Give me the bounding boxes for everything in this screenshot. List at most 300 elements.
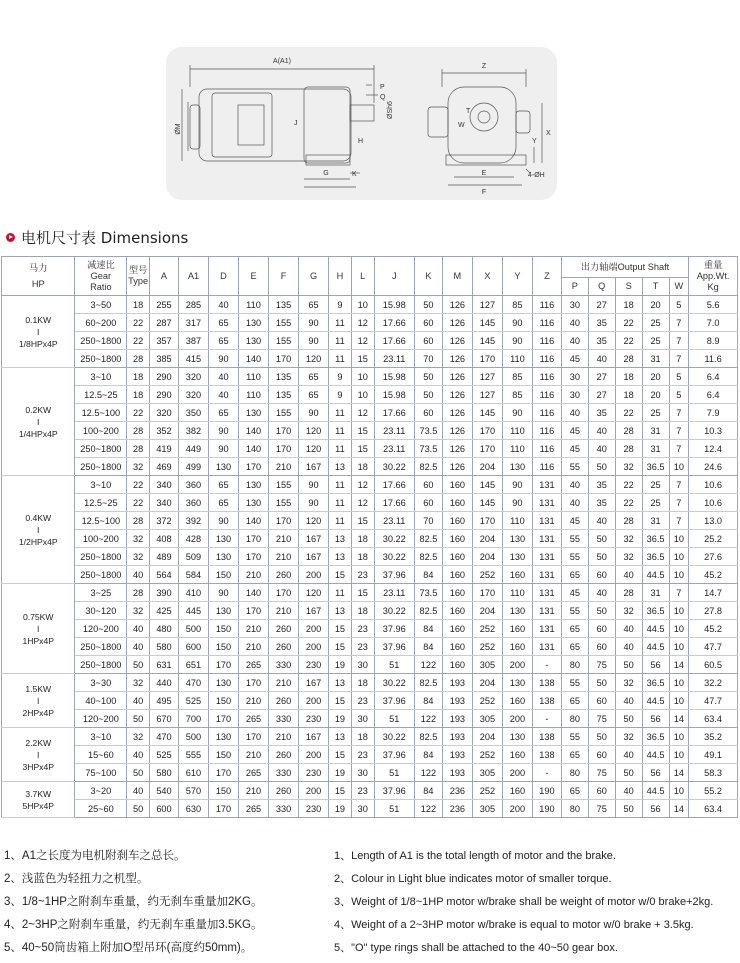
value-cell: 170 bbox=[472, 422, 502, 440]
value-cell: 30.22 bbox=[374, 728, 414, 746]
value-cell: 50 bbox=[615, 656, 642, 674]
label-phi-m: ØM bbox=[175, 123, 182, 135]
value-cell: 200 bbox=[502, 656, 532, 674]
value-cell: 50 bbox=[414, 386, 442, 404]
label-k: K bbox=[352, 171, 357, 178]
value-cell: 13 bbox=[329, 548, 352, 566]
value-cell: 160 bbox=[442, 620, 472, 638]
value-cell: 126 bbox=[442, 422, 472, 440]
note-en: 4、Weight of a 2~3HP motor w/brake is equal to motor w/0 brake + 3.5kg. bbox=[334, 919, 694, 931]
value-cell: 110 bbox=[502, 440, 532, 458]
value-cell: 80 bbox=[561, 656, 588, 674]
motor-group bbox=[2, 476, 738, 584]
value-cell: 155 bbox=[269, 332, 299, 350]
value-cell: 22 bbox=[615, 476, 642, 494]
header-type: 型号 Type bbox=[127, 257, 150, 296]
value-cell: 35 bbox=[588, 476, 615, 494]
value-cell: 50 bbox=[615, 764, 642, 782]
value-cell: 10.6 bbox=[689, 494, 738, 512]
value-cell: 40 bbox=[615, 638, 642, 656]
value-cell: 200 bbox=[299, 566, 329, 584]
value-cell: 7 bbox=[669, 476, 689, 494]
value-cell: 126 bbox=[442, 440, 472, 458]
value-cell: 40 bbox=[127, 692, 150, 710]
value-cell: 40 bbox=[615, 566, 642, 584]
value-cell: 130 bbox=[502, 602, 532, 620]
value-cell: 130 bbox=[502, 530, 532, 548]
value-cell: 51 bbox=[374, 800, 414, 818]
motor-group bbox=[2, 782, 738, 818]
value-cell: 193 bbox=[442, 728, 472, 746]
value-cell: 170 bbox=[239, 674, 269, 692]
value-cell: 32 bbox=[615, 530, 642, 548]
value-cell: 44.5 bbox=[642, 692, 669, 710]
value-cell: 90 bbox=[208, 584, 238, 602]
value-cell: 160 bbox=[502, 620, 532, 638]
table-row bbox=[2, 386, 738, 404]
value-cell: 44.5 bbox=[642, 746, 669, 764]
label-phi-s: ØSh6 bbox=[387, 101, 394, 119]
value-cell: 25.2 bbox=[689, 530, 738, 548]
value-cell: 193 bbox=[442, 746, 472, 764]
value-cell: 18 bbox=[127, 368, 150, 386]
value-cell: 65 bbox=[561, 782, 588, 800]
value-cell: 50 bbox=[615, 710, 642, 728]
value-cell: 200 bbox=[299, 638, 329, 656]
value-cell: 18 bbox=[127, 386, 150, 404]
value-cell: 210 bbox=[239, 692, 269, 710]
value-cell: 84 bbox=[414, 620, 442, 638]
value-cell: 17.66 bbox=[374, 494, 414, 512]
hp-line: I bbox=[37, 623, 40, 634]
value-cell: 140 bbox=[239, 422, 269, 440]
value-cell: 23.11 bbox=[374, 440, 414, 458]
value-cell: 45 bbox=[561, 422, 588, 440]
value-cell: 440 bbox=[150, 674, 179, 692]
value-cell: 11 bbox=[329, 584, 352, 602]
value-cell: 110 bbox=[502, 512, 532, 530]
value-cell: 11 bbox=[329, 350, 352, 368]
value-cell: 36.5 bbox=[642, 728, 669, 746]
header-shaft-col: P bbox=[561, 278, 588, 296]
hp-cell bbox=[2, 476, 75, 584]
ratio-cell: 15~60 bbox=[75, 746, 127, 764]
header-col: X bbox=[472, 257, 502, 296]
value-cell: 90 bbox=[299, 476, 329, 494]
value-cell: 32 bbox=[615, 674, 642, 692]
value-cell: 20 bbox=[642, 368, 669, 386]
note-en: 1、Length of A1 is the total length of motor and the brake. bbox=[334, 850, 616, 862]
value-cell: 63.4 bbox=[689, 710, 738, 728]
value-cell: 84 bbox=[414, 692, 442, 710]
value-cell: 580 bbox=[150, 638, 179, 656]
value-cell: 260 bbox=[269, 566, 299, 584]
value-cell: 51 bbox=[374, 656, 414, 674]
value-cell: 20 bbox=[642, 296, 669, 314]
value-cell: 145 bbox=[472, 332, 502, 350]
value-cell: 122 bbox=[414, 800, 442, 818]
value-cell: 28 bbox=[615, 350, 642, 368]
value-cell: 10 bbox=[669, 746, 689, 764]
value-cell: 120 bbox=[299, 440, 329, 458]
value-cell: 65 bbox=[299, 296, 329, 314]
value-cell: 30 bbox=[561, 386, 588, 404]
value-cell: 27 bbox=[588, 368, 615, 386]
ratio-cell: 120~200 bbox=[75, 710, 127, 728]
value-cell: 170 bbox=[239, 548, 269, 566]
value-cell: 372 bbox=[150, 512, 179, 530]
table-row bbox=[2, 476, 738, 494]
value-cell: 130 bbox=[239, 494, 269, 512]
value-cell: 56 bbox=[642, 764, 669, 782]
value-cell: 23.11 bbox=[374, 350, 414, 368]
value-cell: 130 bbox=[239, 476, 269, 494]
value-cell: 116 bbox=[532, 404, 561, 422]
value-cell: 116 bbox=[532, 422, 561, 440]
value-cell: 10.3 bbox=[689, 422, 738, 440]
value-cell: 193 bbox=[442, 692, 472, 710]
value-cell: 40 bbox=[561, 404, 588, 422]
value-cell: 415 bbox=[178, 350, 208, 368]
value-cell: 28 bbox=[615, 440, 642, 458]
value-cell: 45 bbox=[561, 440, 588, 458]
label-w: W bbox=[458, 122, 465, 129]
value-cell: 44.5 bbox=[642, 620, 669, 638]
value-cell: 131 bbox=[532, 584, 561, 602]
value-cell: 31 bbox=[642, 350, 669, 368]
value-cell: 170 bbox=[269, 512, 299, 530]
value-cell: 10 bbox=[351, 368, 374, 386]
value-cell: 150 bbox=[208, 566, 238, 584]
value-cell: 204 bbox=[472, 602, 502, 620]
value-cell: 11.6 bbox=[689, 350, 738, 368]
ratio-cell: 25~60 bbox=[75, 800, 127, 818]
value-cell: 260 bbox=[269, 638, 299, 656]
value-cell: 600 bbox=[178, 638, 208, 656]
value-cell: 10 bbox=[669, 638, 689, 656]
value-cell: 160 bbox=[442, 602, 472, 620]
ratio-cell: 3~25 bbox=[75, 584, 127, 602]
value-cell: 7 bbox=[669, 350, 689, 368]
value-cell: 489 bbox=[150, 548, 179, 566]
value-cell: 80 bbox=[561, 710, 588, 728]
table-row bbox=[2, 422, 738, 440]
value-cell: 51 bbox=[374, 710, 414, 728]
value-cell: 500 bbox=[178, 620, 208, 638]
value-cell: 330 bbox=[269, 800, 299, 818]
hp-line: 1HPx4P bbox=[22, 635, 54, 646]
value-cell: 55 bbox=[561, 458, 588, 476]
value-cell: 10 bbox=[669, 674, 689, 692]
value-cell: 47.7 bbox=[689, 638, 738, 656]
value-cell: 110 bbox=[239, 368, 269, 386]
value-cell: 28 bbox=[615, 584, 642, 602]
value-cell: 30 bbox=[561, 368, 588, 386]
value-cell: 6.4 bbox=[689, 368, 738, 386]
value-cell: 190 bbox=[532, 800, 561, 818]
hp-line: 0.2KW bbox=[25, 404, 52, 415]
value-cell: 40 bbox=[588, 350, 615, 368]
value-cell: 73.5 bbox=[414, 584, 442, 602]
value-cell: 122 bbox=[414, 710, 442, 728]
value-cell: 90 bbox=[502, 494, 532, 512]
ratio-cell: 100~200 bbox=[75, 530, 127, 548]
hp-line: 3.7KW bbox=[25, 788, 52, 799]
hp-line: 1/4HPx4P bbox=[18, 428, 58, 439]
value-cell: 50 bbox=[588, 458, 615, 476]
value-cell: 60 bbox=[588, 746, 615, 764]
value-cell: 10.6 bbox=[689, 476, 738, 494]
label-h: H bbox=[358, 138, 364, 145]
value-cell: 60 bbox=[414, 476, 442, 494]
value-cell: 7 bbox=[669, 512, 689, 530]
value-cell: 135 bbox=[269, 296, 299, 314]
value-cell: 40 bbox=[127, 746, 150, 764]
value-cell: 167 bbox=[299, 602, 329, 620]
value-cell: 385 bbox=[150, 350, 179, 368]
value-cell: 170 bbox=[208, 764, 238, 782]
hp-line: 3HPx4P bbox=[22, 761, 54, 772]
value-cell: 36.5 bbox=[642, 548, 669, 566]
value-cell: 30 bbox=[351, 764, 374, 782]
value-cell: 22 bbox=[127, 314, 150, 332]
value-cell: 45 bbox=[561, 584, 588, 602]
value-cell: 252 bbox=[472, 620, 502, 638]
value-cell: 18 bbox=[615, 296, 642, 314]
value-cell: 82.5 bbox=[414, 458, 442, 476]
table-header bbox=[2, 257, 738, 296]
value-cell: 15 bbox=[329, 692, 352, 710]
value-cell: 15.98 bbox=[374, 368, 414, 386]
value-cell: 317 bbox=[178, 314, 208, 332]
value-cell: 131 bbox=[532, 512, 561, 530]
value-cell: 82.5 bbox=[414, 548, 442, 566]
table-row bbox=[2, 458, 738, 476]
value-cell: 18 bbox=[351, 674, 374, 692]
header-col: A bbox=[150, 257, 179, 296]
value-cell: 210 bbox=[239, 746, 269, 764]
hp-line: 5HPx4P bbox=[22, 800, 54, 811]
dimension-drawing bbox=[166, 47, 557, 200]
label-z: Z bbox=[481, 63, 487, 70]
hp-line: 0.75KW bbox=[22, 611, 54, 622]
header-col: L bbox=[351, 257, 374, 296]
value-cell: 45.2 bbox=[689, 620, 738, 638]
value-cell: 145 bbox=[472, 314, 502, 332]
value-cell: 160 bbox=[442, 530, 472, 548]
value-cell: 65 bbox=[561, 620, 588, 638]
value-cell: 110 bbox=[502, 422, 532, 440]
hp-line: I bbox=[37, 749, 40, 760]
value-cell: 236 bbox=[442, 782, 472, 800]
value-cell: 230 bbox=[299, 764, 329, 782]
value-cell: 20 bbox=[642, 386, 669, 404]
value-cell: 25 bbox=[642, 314, 669, 332]
value-cell: 15.98 bbox=[374, 386, 414, 404]
value-cell: 8.9 bbox=[689, 332, 738, 350]
header-shaft-col: S bbox=[615, 278, 642, 296]
note-cn: 3、1/8~1HP之附刹车重量，约无刹车重量加2KG。 bbox=[4, 896, 263, 908]
value-cell: 122 bbox=[414, 656, 442, 674]
value-cell: 90 bbox=[502, 404, 532, 422]
value-cell: 32 bbox=[127, 548, 150, 566]
value-cell: 150 bbox=[208, 692, 238, 710]
value-cell: 126 bbox=[442, 458, 472, 476]
value-cell: 30 bbox=[351, 800, 374, 818]
value-cell: 10 bbox=[669, 620, 689, 638]
motor-group bbox=[2, 368, 738, 476]
value-cell: 32 bbox=[615, 548, 642, 566]
ratio-cell: 12.5~100 bbox=[75, 512, 127, 530]
value-cell: 130 bbox=[208, 728, 238, 746]
value-cell: 260 bbox=[269, 620, 299, 638]
value-cell: 15 bbox=[329, 620, 352, 638]
value-cell: 150 bbox=[208, 746, 238, 764]
value-cell: 116 bbox=[532, 440, 561, 458]
value-cell: 230 bbox=[299, 800, 329, 818]
value-cell: 160 bbox=[442, 656, 472, 674]
section-heading bbox=[6, 226, 188, 248]
value-cell: 40 bbox=[208, 368, 238, 386]
value-cell: 10 bbox=[351, 386, 374, 404]
value-cell: - bbox=[532, 764, 561, 782]
value-cell: 160 bbox=[502, 566, 532, 584]
hp-line: 0.1KW bbox=[25, 314, 52, 325]
table-row bbox=[2, 692, 738, 710]
header-col: F bbox=[269, 257, 299, 296]
value-cell: 25 bbox=[642, 404, 669, 422]
value-cell: 252 bbox=[472, 746, 502, 764]
value-cell: 170 bbox=[472, 440, 502, 458]
value-cell: 480 bbox=[150, 620, 179, 638]
value-cell: 32 bbox=[127, 674, 150, 692]
value-cell: 170 bbox=[208, 710, 238, 728]
value-cell: 40 bbox=[127, 782, 150, 800]
value-cell: 60 bbox=[588, 620, 615, 638]
label-f: F bbox=[481, 189, 487, 196]
value-cell: 127 bbox=[472, 368, 502, 386]
value-cell: 210 bbox=[239, 566, 269, 584]
value-cell: 130 bbox=[502, 674, 532, 692]
value-cell: 17.66 bbox=[374, 332, 414, 350]
value-cell: 170 bbox=[269, 440, 299, 458]
hp-line: I bbox=[37, 695, 40, 706]
value-cell: 252 bbox=[472, 566, 502, 584]
value-cell: 55 bbox=[561, 674, 588, 692]
value-cell: 90 bbox=[502, 476, 532, 494]
label-four-phi-h: 4-ØH bbox=[528, 172, 545, 179]
value-cell: 126 bbox=[442, 350, 472, 368]
value-cell: 55 bbox=[561, 728, 588, 746]
value-cell: 22 bbox=[615, 404, 642, 422]
value-cell: 40 bbox=[127, 620, 150, 638]
value-cell: 555 bbox=[178, 746, 208, 764]
value-cell: 236 bbox=[442, 800, 472, 818]
ratio-cell: 3~50 bbox=[75, 296, 127, 314]
ratio-cell: 120~200 bbox=[75, 620, 127, 638]
value-cell: 160 bbox=[442, 512, 472, 530]
value-cell: - bbox=[532, 656, 561, 674]
value-cell: 10 bbox=[669, 782, 689, 800]
value-cell: 60.5 bbox=[689, 656, 738, 674]
value-cell: 10 bbox=[669, 728, 689, 746]
value-cell: 357 bbox=[150, 332, 179, 350]
ratio-cell: 75~100 bbox=[75, 764, 127, 782]
value-cell: 116 bbox=[532, 458, 561, 476]
table-row bbox=[2, 296, 738, 314]
value-cell: 350 bbox=[178, 404, 208, 422]
value-cell: 285 bbox=[178, 296, 208, 314]
value-cell: 11 bbox=[329, 440, 352, 458]
value-cell: 23 bbox=[351, 638, 374, 656]
value-cell: 140 bbox=[239, 440, 269, 458]
table-row bbox=[2, 314, 738, 332]
value-cell: 37.96 bbox=[374, 692, 414, 710]
value-cell: 252 bbox=[472, 782, 502, 800]
value-cell: 138 bbox=[532, 674, 561, 692]
value-cell: 19 bbox=[329, 800, 352, 818]
value-cell: 18 bbox=[351, 530, 374, 548]
value-cell: 80 bbox=[561, 800, 588, 818]
value-cell: 55 bbox=[561, 602, 588, 620]
value-cell: 305 bbox=[472, 764, 502, 782]
ratio-cell: 250~1800 bbox=[75, 350, 127, 368]
value-cell: 150 bbox=[208, 620, 238, 638]
value-cell: 90 bbox=[208, 512, 238, 530]
value-cell: 82.5 bbox=[414, 674, 442, 692]
value-cell: 60 bbox=[588, 566, 615, 584]
value-cell: 90 bbox=[208, 350, 238, 368]
value-cell: 56 bbox=[642, 710, 669, 728]
ratio-cell: 3~30 bbox=[75, 674, 127, 692]
value-cell: 60 bbox=[414, 332, 442, 350]
note-cn: 5、40~50筒齿箱上附加O型吊环(高度约50mm)。 bbox=[4, 942, 253, 954]
header-col: M bbox=[442, 257, 472, 296]
value-cell: 265 bbox=[239, 800, 269, 818]
value-cell: 630 bbox=[178, 800, 208, 818]
value-cell: 138 bbox=[532, 692, 561, 710]
value-cell: 360 bbox=[178, 476, 208, 494]
value-cell: 155 bbox=[269, 404, 299, 422]
value-cell: 130 bbox=[208, 674, 238, 692]
value-cell: 11 bbox=[329, 422, 352, 440]
value-cell: 200 bbox=[299, 782, 329, 800]
value-cell: 122 bbox=[414, 764, 442, 782]
value-cell: 73.5 bbox=[414, 440, 442, 458]
value-cell: 55.2 bbox=[689, 782, 738, 800]
value-cell: 200 bbox=[502, 764, 532, 782]
value-cell: 670 bbox=[150, 710, 179, 728]
value-cell: 600 bbox=[150, 800, 179, 818]
hp-line: 2.2KW bbox=[25, 737, 52, 748]
value-cell: 35 bbox=[588, 332, 615, 350]
value-cell: 170 bbox=[269, 350, 299, 368]
value-cell: 44.5 bbox=[642, 638, 669, 656]
table-row bbox=[2, 764, 738, 782]
value-cell: 75 bbox=[588, 800, 615, 818]
value-cell: 130 bbox=[239, 314, 269, 332]
value-cell: 31 bbox=[642, 440, 669, 458]
value-cell: 14.7 bbox=[689, 584, 738, 602]
header-col: A1 bbox=[178, 257, 208, 296]
value-cell: 160 bbox=[442, 584, 472, 602]
ratio-cell: 250~1800 bbox=[75, 440, 127, 458]
value-cell: 126 bbox=[442, 314, 472, 332]
table-row bbox=[2, 728, 738, 746]
value-cell: 260 bbox=[269, 782, 299, 800]
value-cell: 23 bbox=[351, 746, 374, 764]
value-cell: 10 bbox=[669, 566, 689, 584]
